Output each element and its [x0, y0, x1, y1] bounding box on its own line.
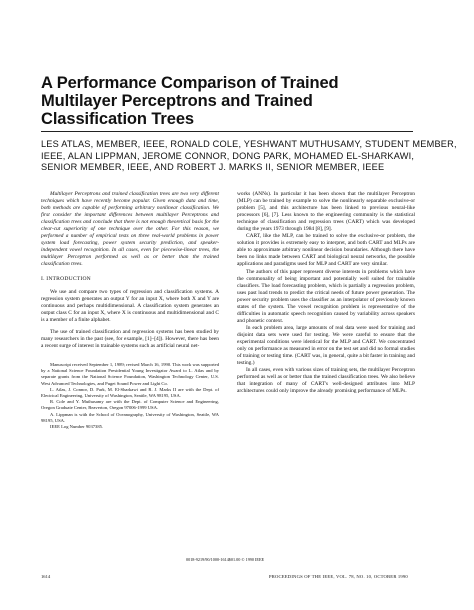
footnote: R. Cole and Y. Muthusamy are with the Dept. of Computer Science and Engineering, Oregon Graduate Center, Beaverton, Oregon 97006-1999 USA. [41, 399, 219, 411]
body-paragraph: The authors of this paper represent diverse interests in problems which have the commonality of being important and potentially well suited for trainable classifiers. The load forecasting problem, which is partially a regression problem, uses past load trends to predict the critical needs of future power generation. The power security problem uses the classifier as an interpolator of previously known states of the system. The vowel recognition problem is representative of the difficulties in automatic speech recognition caused by variability across speakers and phonetic context. [237, 268, 415, 324]
body-paragraph: CART, like the MLP, can be trained to solve the exclusive-or problem, the solution it provides is extremely easy to interpret, and both CART and MLPs are able to approximate arbitrary nonlinear decision boundaries. Although there have been no links made between CART and biological neural networks, the possible applications and paradigms used for MLP and CART are very similar. [237, 233, 415, 268]
title-line: Multilayer Perceptrons and Trained [41, 92, 313, 110]
page-number: 1614 [41, 574, 51, 579]
author-line: SENIOR MEMBER, IEEE, AND ROBERT J. MARKS II, SENIOR MEMBER, IEEE [41, 162, 385, 172]
footnote: IEEE Log Number 9037385. [50, 423, 104, 429]
left-column [41, 191, 219, 430]
body-paragraph: The use of trained classification and regression systems has been studied by many researchers in the past (see, for example, [1]–[4]). However, there has been a recent surge of interest in trainable systems such as artificial neural net- [41, 328, 219, 349]
body-paragraph: We use and compare two types of regression and classification systems. A regression system generates an output Y for an input X, where both X and Y are continuous and perhaps multidimensional. A classification system generates an output class C for an input X, where X is continuous and multidimensional and C is a member of a finite alphabet. [41, 288, 219, 323]
title-rule [41, 131, 413, 132]
footnotes [41, 362, 219, 430]
abstract: Multilayer Perceptrons and trained classification trees are two very different techniques which have recently become popular. Given enough data and time, both methods are capable of performing arbitrary nonlinear classification. We first consider the important differences between multilayer Perceptrons and classification trees and conclude that there is not enough theoretical basis for the clear-cut superiority of one technique over the other. For this reason, we performed a number of empirical tests on three real-world problems in power system load forecasting, power system security prediction, and speaker-independent vowel recognition. In all cases, even for piecewise-linear trees, the multilayer Perceptron performed as well as or better than the trained classification trees. [41, 191, 219, 268]
section-heading: I. INTRODUCTION [41, 275, 91, 282]
body-paragraph: In each problem area, large amounts of real data were used for training and disjoint data sets were used for testing. We were careful to ensure that the experimental conditions were identical for the MLP and CART. We concentrated only on performance as measured in error on the test set and did no formal studies of training or testing time. (CART was, in general, quite a bit faster in training and testing.) [237, 324, 415, 367]
footnote: Manuscript received September 1, 1989; revised March 16, 1990. This work was supported by a National Science Foundation Presidential Young Investigator Award to L. Atlas and by separate grants from the National Science Foundation, Washington Technology Center, U.S. West Advanced Technologies, and Puget Sound Power and Light Co. [41, 361, 219, 386]
title-line: Classification Trees [41, 110, 194, 128]
right-column [237, 191, 415, 395]
author-line: IEEE, ALAN LIPPMAN, JEROME CONNOR, DONG PARK, MOHAMED EL-SHARKAWI, [41, 150, 415, 161]
journal-citation: PROCEEDINGS OF THE IEEE, VOL. 78, NO. 10, OCTOBER 1990 [269, 574, 408, 579]
body-paragraph: In all cases, even with various sizes of training sets, the multilayer Perceptron performed as well as or better than the trained classification trees. We also believe that integration of many of CART's well-designed attributes into MLP architectures could only improve the already promising performance of MLPs. [237, 367, 415, 395]
paper-title [41, 74, 431, 128]
copyright-line: 0018-9219/90/1000-1614$01.00 © 1990 IEEE [186, 557, 265, 562]
footnote: L. Atlas, J. Connor, D. Park, M. El-Sharkawi and R. J. Marks II are with the Dept. of Electrical Engineering, University of Washington, Seattle, WA 98195, USA. [41, 386, 219, 398]
body-paragraph: works (ANNs). In particular it has been shown that the multilayer Perceptron (MLP) can be trained by example to solve the nonlinearly separable exclusive-or problem [5], and this architecture has been linked to previous neural-like processors [6], [7]. Less known to the engineering community is the statistical technique of classification and regression trees (CART) which was developed during the years 1973 through 1984 [8], [9]. [237, 191, 415, 233]
author-list [41, 139, 457, 174]
title-line: A Performance Comparison of Trained [41, 74, 339, 92]
footnote: A. Lippman is with the School of Oceanography, University of Washington, Seattle, WA 98195, USA. [41, 411, 219, 423]
author-line: LES ATLAS, MEMBER, IEEE, RONALD COLE, YESHWANT MUTHUSAMY, STUDENT MEMBER, [41, 139, 457, 149]
